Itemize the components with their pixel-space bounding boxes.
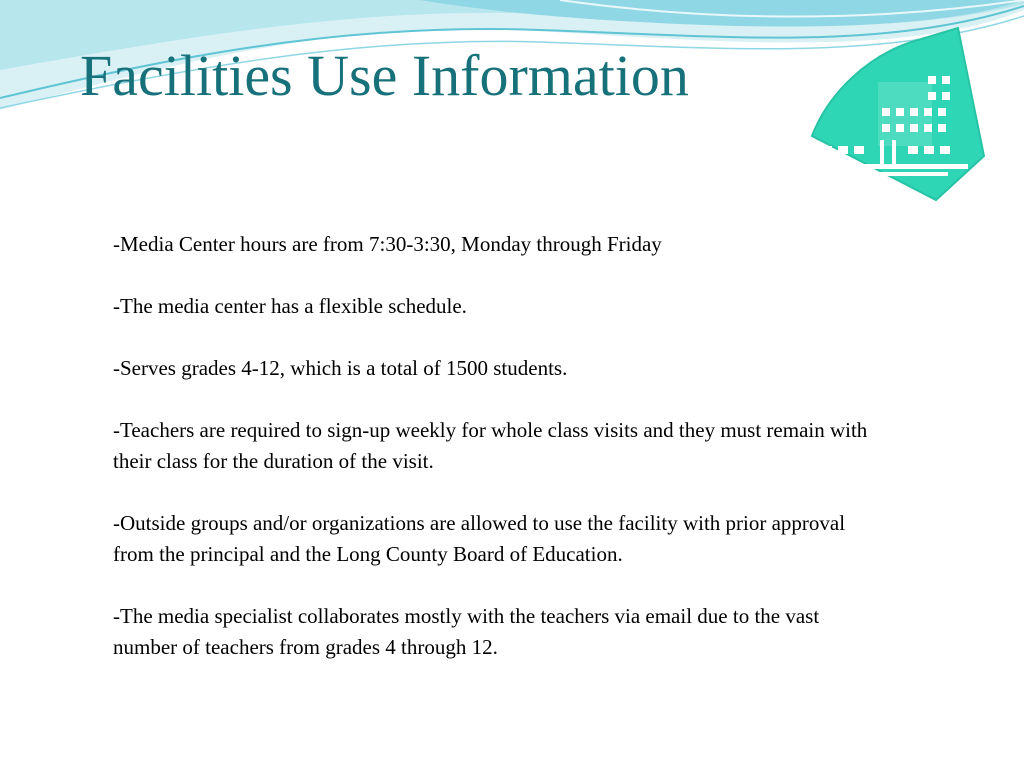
paragraph-hours: -Media Center hours are from 7:30-3:30, Monday through Friday [113,232,662,256]
slide-title: Facilities Use Information [80,43,689,108]
paragraph-grades: -Serves grades 4-12, which is a total of 1500 students. [113,356,568,380]
slide-body [113,229,873,694]
paragraph-signup: -Teachers are required to sign-up weekly for whole class visits and they must remain with their class for the duration of the visit. [113,418,868,473]
building-icon [808,24,988,204]
paragraph-schedule: -The media center has a flexible schedule. [113,294,467,318]
paragraph-outside-groups: -Outside groups and/or organizations are allowed to use the facility with prior approval from the principal and the Long County Board of Education. [113,511,846,566]
paragraph-collaboration: -The media specialist collaborates mostly with the teachers via email due to the vast number of teachers from grades 4 through 12. [113,604,820,659]
